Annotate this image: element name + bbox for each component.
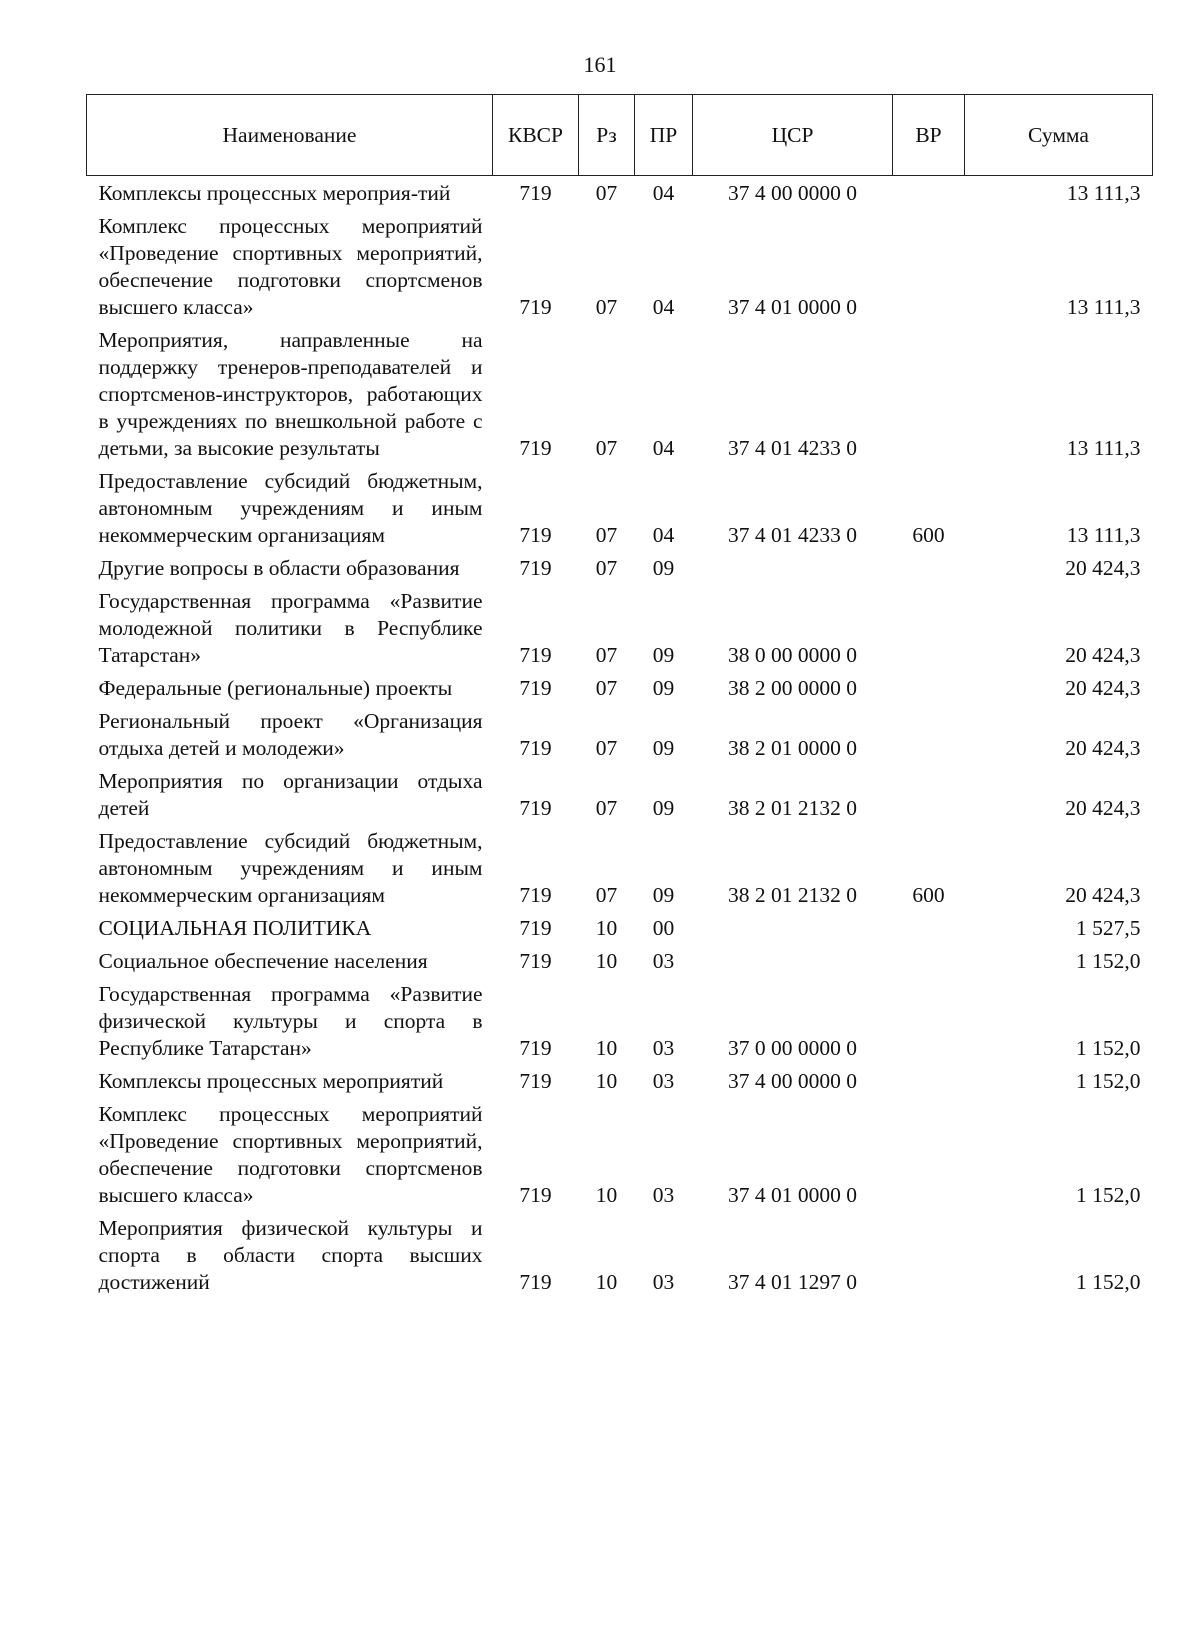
row-sum: 20 424,3 bbox=[1065, 643, 1141, 667]
row-csr: 37 4 01 1297 0 bbox=[728, 1270, 857, 1294]
row-rz: 07 bbox=[595, 643, 618, 667]
row-vr bbox=[893, 1213, 965, 1300]
table-body bbox=[87, 176, 1153, 1301]
row-kvsr: 719 bbox=[519, 556, 552, 580]
row-pr: 04 bbox=[652, 181, 675, 205]
row-pr: 09 bbox=[652, 556, 675, 580]
row-kvsr: 719 bbox=[519, 1183, 552, 1207]
table-row bbox=[87, 826, 1153, 913]
row-vr bbox=[893, 553, 965, 586]
row-pr: 09 bbox=[652, 643, 675, 667]
row-name: Региональный проект «Организация отдыха детей и молодежи» bbox=[98, 709, 483, 760]
row-name: Предоставление субсидий бюджетным, автономным учреждениям и иным некоммерческим организациям bbox=[98, 469, 483, 547]
row-csr: 37 4 00 0000 0 bbox=[728, 1069, 857, 1093]
row-rz: 10 bbox=[595, 1270, 618, 1294]
row-csr: 37 4 01 0000 0 bbox=[728, 295, 857, 319]
table-row bbox=[87, 466, 1153, 553]
header-kvsr: КВСР bbox=[493, 95, 579, 176]
row-vr: 600 bbox=[912, 883, 945, 907]
table-row bbox=[87, 1066, 1153, 1099]
row-sum: 1 152,0 bbox=[1076, 1270, 1141, 1294]
row-kvsr: 719 bbox=[519, 523, 552, 547]
row-rz: 07 bbox=[595, 295, 618, 319]
row-rz: 07 bbox=[595, 883, 618, 907]
row-rz: 10 bbox=[595, 1183, 618, 1207]
row-csr: 37 4 01 4233 0 bbox=[728, 523, 857, 547]
row-name: Федеральные (региональные) проекты bbox=[98, 676, 453, 700]
row-pr: 09 bbox=[652, 796, 675, 820]
row-pr: 03 bbox=[652, 1183, 675, 1207]
row-name: Социальное обеспечение населения bbox=[98, 949, 428, 973]
table-row bbox=[87, 766, 1153, 826]
header-pr: ПР bbox=[635, 95, 693, 176]
row-sum: 13 111,3 bbox=[1066, 523, 1141, 547]
table-row bbox=[87, 1213, 1153, 1300]
row-sum: 1 527,5 bbox=[1076, 916, 1141, 940]
row-vr bbox=[893, 211, 965, 325]
row-name: Мероприятия по организации отдыха детей bbox=[98, 769, 483, 820]
header-vr: ВР bbox=[893, 95, 965, 176]
table-row bbox=[87, 706, 1153, 766]
row-csr bbox=[693, 946, 893, 979]
row-kvsr: 719 bbox=[519, 436, 552, 460]
row-vr: 600 bbox=[912, 523, 945, 547]
row-csr: 37 0 00 0000 0 bbox=[728, 1036, 857, 1060]
row-kvsr: 719 bbox=[519, 643, 552, 667]
row-rz: 07 bbox=[595, 736, 618, 760]
row-kvsr: 719 bbox=[519, 949, 552, 973]
row-vr bbox=[893, 1099, 965, 1213]
row-vr bbox=[893, 766, 965, 826]
row-sum: 20 424,3 bbox=[1065, 676, 1141, 700]
table-header bbox=[87, 95, 1153, 176]
row-name: Мероприятия физической культуры и спорта в области спорта высших достижений bbox=[98, 1216, 483, 1294]
row-sum: 20 424,3 bbox=[1065, 796, 1141, 820]
table-row bbox=[87, 913, 1153, 946]
row-name: Комплексы процессных мероприя-тий bbox=[98, 181, 451, 205]
table-row bbox=[87, 979, 1153, 1066]
header-rz: Рз bbox=[579, 95, 635, 176]
table-row bbox=[87, 325, 1153, 466]
row-sum: 20 424,3 bbox=[1065, 883, 1141, 907]
row-csr bbox=[693, 553, 893, 586]
row-rz: 10 bbox=[595, 949, 618, 973]
row-kvsr: 719 bbox=[519, 916, 552, 940]
row-csr: 38 0 00 0000 0 bbox=[728, 643, 857, 667]
row-rz: 10 bbox=[595, 916, 618, 940]
row-pr: 03 bbox=[652, 1069, 675, 1093]
header-csr: ЦСР bbox=[693, 95, 893, 176]
row-name: СОЦИАЛЬНАЯ ПОЛИТИКА bbox=[98, 916, 372, 940]
row-csr: 38 2 01 2132 0 bbox=[728, 796, 857, 820]
row-vr bbox=[893, 979, 965, 1066]
header-name: Наименование bbox=[87, 95, 493, 176]
row-csr: 37 4 00 0000 0 bbox=[728, 181, 857, 205]
page-number: 161 bbox=[583, 52, 617, 77]
row-sum: 1 152,0 bbox=[1076, 1036, 1141, 1060]
row-name: Государственная программа «Развитие молодежной политики в Республике Татарстан» bbox=[98, 589, 483, 667]
row-sum: 13 111,3 bbox=[1066, 436, 1141, 460]
row-rz: 07 bbox=[595, 523, 618, 547]
row-rz: 07 bbox=[595, 436, 618, 460]
row-sum: 13 111,3 bbox=[1066, 295, 1141, 319]
row-kvsr: 719 bbox=[519, 1069, 552, 1093]
table-row bbox=[87, 211, 1153, 325]
row-vr bbox=[893, 706, 965, 766]
row-rz: 07 bbox=[595, 181, 618, 205]
row-csr: 37 4 01 0000 0 bbox=[728, 1183, 857, 1207]
row-pr: 04 bbox=[652, 436, 675, 460]
row-vr bbox=[893, 913, 965, 946]
row-pr: 00 bbox=[652, 916, 675, 940]
row-csr: 38 2 00 0000 0 bbox=[728, 676, 857, 700]
row-rz: 07 bbox=[595, 556, 618, 580]
table-row bbox=[87, 176, 1153, 212]
table-row bbox=[87, 673, 1153, 706]
row-rz: 10 bbox=[595, 1069, 618, 1093]
row-vr bbox=[893, 586, 965, 673]
row-kvsr: 719 bbox=[519, 883, 552, 907]
row-rz: 07 bbox=[595, 676, 618, 700]
row-name: Государственная программа «Развитие физической культуры и спорта в Республике Татарстан» bbox=[98, 982, 483, 1060]
table-row bbox=[87, 553, 1153, 586]
header-sum: Сумма bbox=[965, 95, 1153, 176]
row-kvsr: 719 bbox=[519, 1270, 552, 1294]
row-sum: 20 424,3 bbox=[1065, 736, 1141, 760]
row-rz: 10 bbox=[595, 1036, 618, 1060]
row-pr: 04 bbox=[652, 523, 675, 547]
row-pr: 04 bbox=[652, 295, 675, 319]
row-name: Предоставление субсидий бюджетным, автономным учреждениям и иным некоммерческим организациям bbox=[98, 829, 483, 907]
row-name: Другие вопросы в области образования bbox=[98, 556, 460, 580]
row-csr: 38 2 01 2132 0 bbox=[728, 883, 857, 907]
row-kvsr: 719 bbox=[519, 736, 552, 760]
row-sum: 20 424,3 bbox=[1065, 556, 1141, 580]
row-kvsr: 719 bbox=[519, 676, 552, 700]
row-vr bbox=[893, 1066, 965, 1099]
row-kvsr: 719 bbox=[519, 295, 552, 319]
table-row bbox=[87, 586, 1153, 673]
row-vr bbox=[893, 325, 965, 466]
row-pr: 09 bbox=[652, 676, 675, 700]
row-vr bbox=[893, 176, 965, 212]
row-vr bbox=[893, 946, 965, 979]
row-pr: 09 bbox=[652, 883, 675, 907]
row-sum: 1 152,0 bbox=[1076, 949, 1141, 973]
table-row bbox=[87, 1099, 1153, 1213]
row-csr: 38 2 01 0000 0 bbox=[728, 736, 857, 760]
row-csr: 37 4 01 4233 0 bbox=[728, 436, 857, 460]
row-vr bbox=[893, 673, 965, 706]
table-row bbox=[87, 946, 1153, 979]
row-kvsr: 719 bbox=[519, 796, 552, 820]
row-pr: 03 bbox=[652, 1036, 675, 1060]
row-name: Комплекс процессных мероприятий «Проведение спортивных мероприятий, обеспечение подготовки спортсменов высшего класса» bbox=[98, 214, 483, 319]
row-kvsr: 719 bbox=[519, 181, 552, 205]
row-name: Комплекс процессных мероприятий «Проведение спортивных мероприятий, обеспечение подготовки спортсменов высшего класса» bbox=[98, 1102, 483, 1207]
row-sum: 1 152,0 bbox=[1076, 1183, 1141, 1207]
row-pr: 09 bbox=[652, 736, 675, 760]
row-kvsr: 719 bbox=[519, 1036, 552, 1060]
row-name: Мероприятия, направленные на поддержку тренеров-преподавателей и спортсменов-инструкторов, работающих в учреждениях по внешкольной работе с детьми, за высокие результаты bbox=[98, 328, 483, 460]
row-pr: 03 bbox=[652, 949, 675, 973]
row-sum: 1 152,0 bbox=[1076, 1069, 1141, 1093]
row-pr: 03 bbox=[652, 1270, 675, 1294]
row-name: Комплексы процессных мероприятий bbox=[98, 1069, 444, 1093]
row-csr bbox=[693, 913, 893, 946]
budget-table bbox=[86, 94, 1153, 1300]
row-sum: 13 111,3 bbox=[1066, 181, 1141, 205]
row-rz: 07 bbox=[595, 796, 618, 820]
